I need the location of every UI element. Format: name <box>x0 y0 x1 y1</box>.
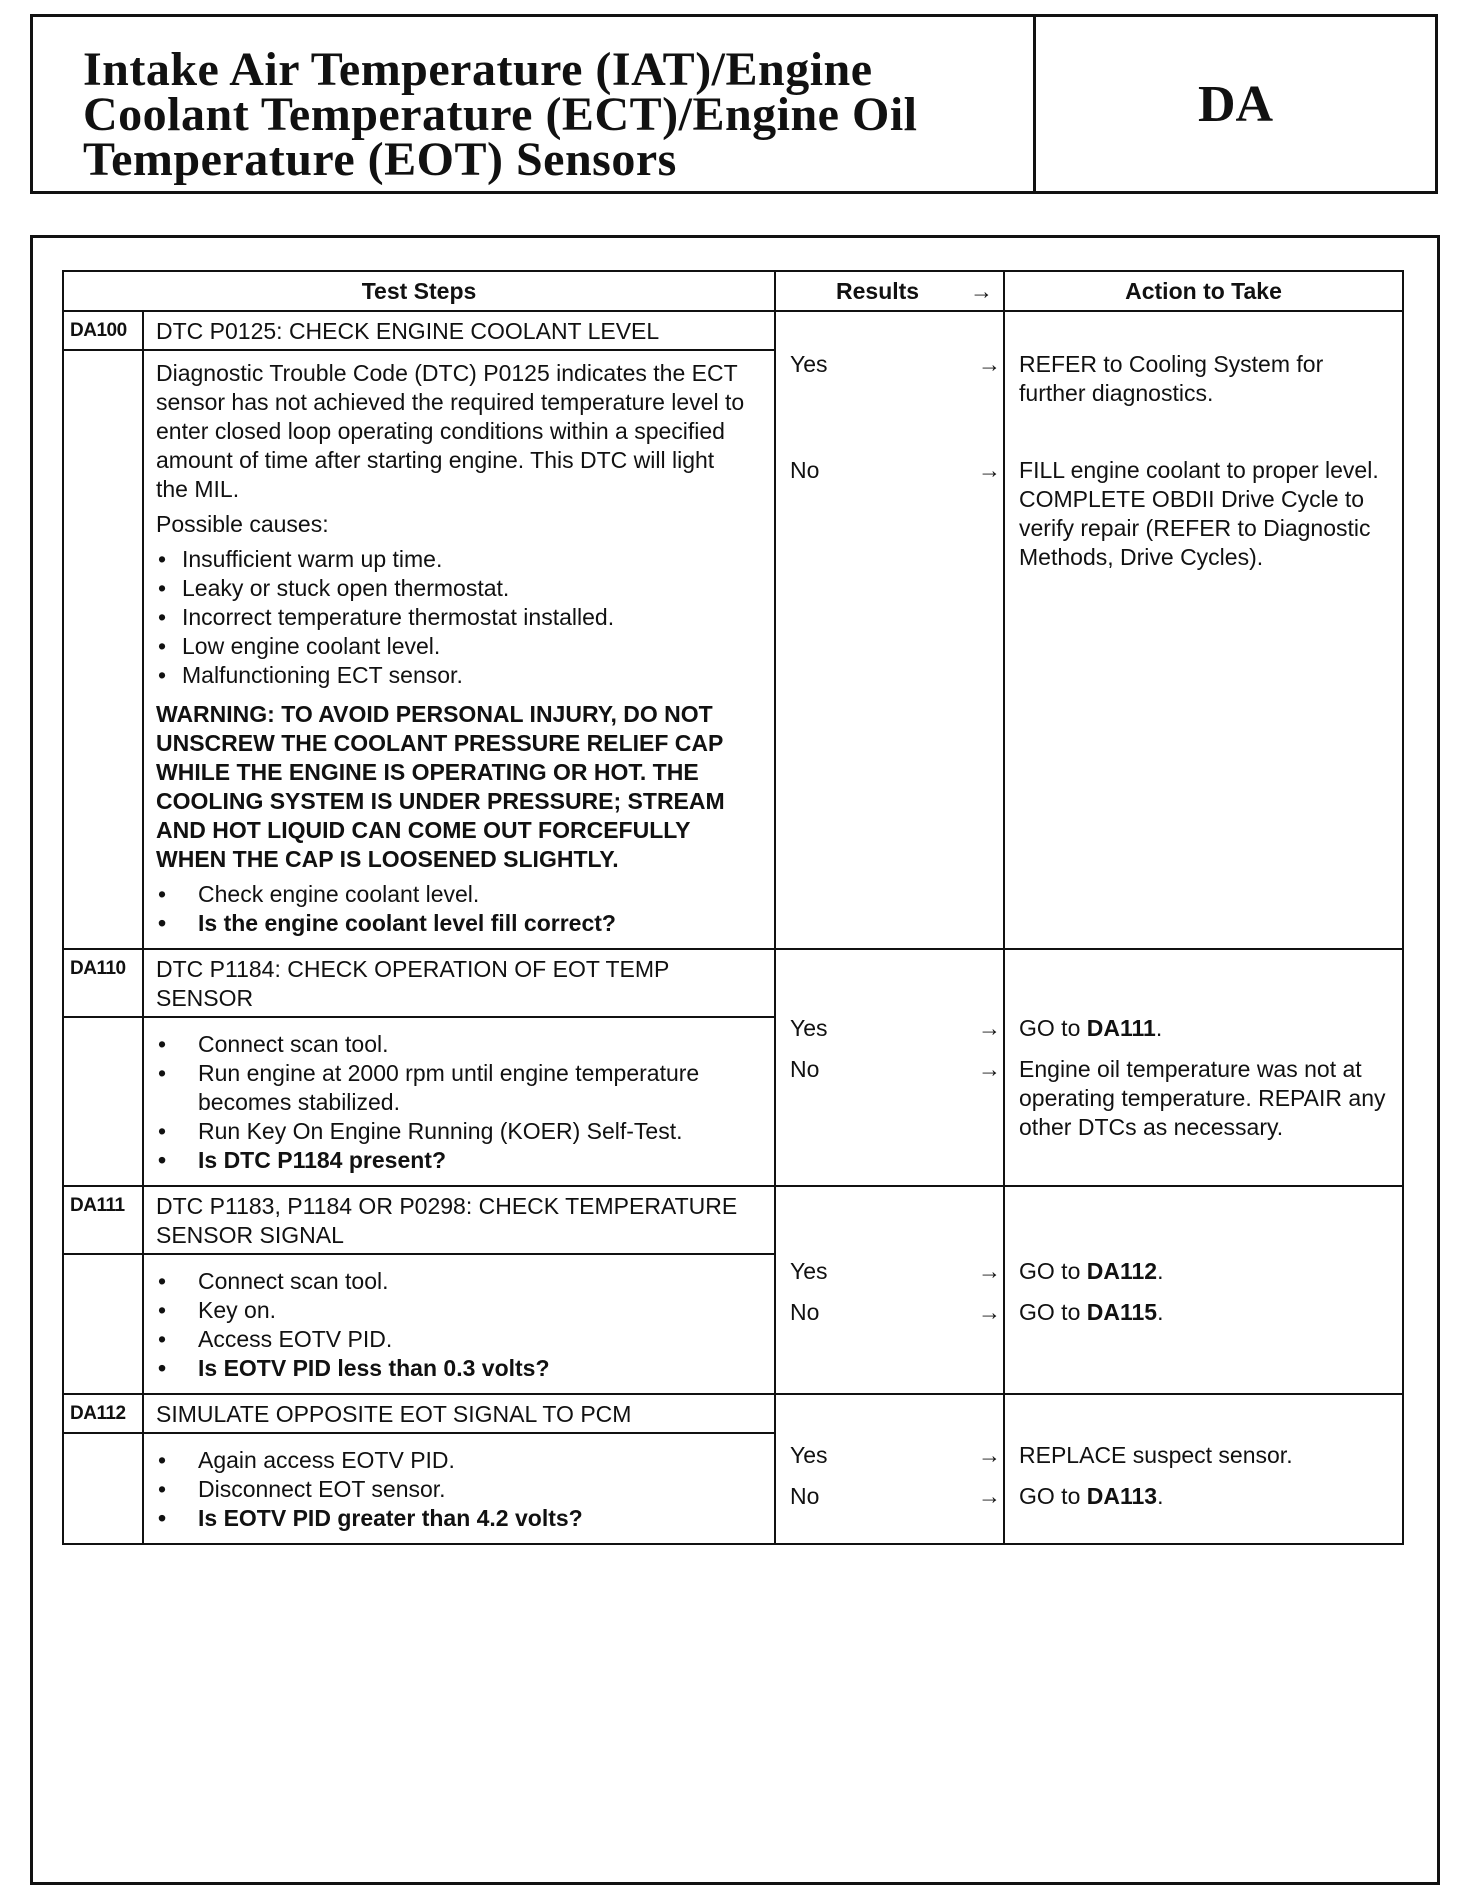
action-yes: GO to DA111. <box>1019 1015 1163 1041</box>
step-id: DA100 <box>63 311 143 350</box>
result-no: No → <box>790 457 1002 483</box>
column-header-results <box>775 271 1004 311</box>
arrow-right-icon: → <box>978 351 1002 377</box>
action-yes: GO to DA112. <box>1019 1258 1164 1284</box>
action-cell <box>1004 311 1403 949</box>
step-id-spacer <box>63 350 143 949</box>
step-question: • Is EOTV PID less than 0.3 volts? <box>156 1354 750 1383</box>
check-list <box>156 880 750 938</box>
list-item: • Low engine coolant level. <box>156 632 750 661</box>
warning-text: WARNING: TO AVOID PERSONAL INJURY, DO NOT UNSCREW THE COOLANT PRESSURE RELIEF CAP WHILE THE ENGINE IS OPERATING OR HOT. THE COOLING SYSTEM IS UNDER PRESSURE; STREAM AND HOT LIQUID CAN COME OUT FORCEFULLY WHEN THE CAP IS LOOSENED SLIGHTLY. <box>156 701 725 872</box>
action-yes: REFER to Cooling System for further diagnostics. <box>1019 351 1324 406</box>
arrow-right-icon: → <box>978 1258 1002 1284</box>
list-item: • Insufficient warm up time. <box>156 545 750 574</box>
column-header-action: Action to Take <box>1004 271 1403 311</box>
action-cell <box>1004 1394 1403 1544</box>
arrow-right-icon: → <box>978 1056 1002 1082</box>
list-item: • Again access EOTV PID. <box>156 1446 750 1475</box>
step-title-row <box>63 311 1403 350</box>
action-no: GO to DA113. <box>1019 1483 1164 1509</box>
results-header-label: Results <box>836 277 920 304</box>
result-yes: Yes → <box>790 1258 1002 1284</box>
arrow-right-icon: → <box>978 457 1002 483</box>
action-no: FILL engine coolant to proper level. COMPLETE OBDII Drive Cycle to verify repair (REFER to Diagnostic Methods, Drive Cycles). <box>1019 457 1379 570</box>
step-title-row <box>63 949 1403 1017</box>
result-no: No → <box>790 1483 1002 1509</box>
step-id-spacer <box>63 1254 143 1394</box>
section-code: DA <box>1197 75 1274 133</box>
list-item: • Check engine coolant level. <box>156 880 750 909</box>
step-id: DA110 <box>63 949 143 1017</box>
action-cell <box>1004 1186 1403 1394</box>
results-cell <box>775 311 1004 949</box>
step-id: DA111 <box>63 1186 143 1254</box>
result-yes: Yes → <box>790 1442 1002 1468</box>
step-question: • Is EOTV PID greater than 4.2 volts? <box>156 1504 750 1533</box>
results-cell <box>775 949 1004 1186</box>
page-title: Intake Air Temperature (IAT)/Engine Coolant Temperature (ECT)/Engine Oil Temperature (EOT) Sensors <box>83 43 918 186</box>
list-item: • Malfunctioning ECT sensor. <box>156 661 750 690</box>
step-title-row <box>63 1394 1403 1433</box>
result-yes: Yes → <box>790 351 1002 377</box>
header-box <box>30 14 1438 194</box>
step-title: DTC P1184: CHECK OPERATION OF EOT TEMP SENSOR <box>143 949 775 1017</box>
step-title: SIMULATE OPPOSITE EOT SIGNAL TO PCM <box>143 1394 775 1433</box>
arrow-right-icon: → <box>970 277 994 304</box>
list-item: • Access EOTV PID. <box>156 1325 750 1354</box>
step-question: • Is the engine coolant level fill correct? <box>156 909 750 938</box>
column-header-test-steps: Test Steps <box>63 271 775 311</box>
list-item: • Leaky or stuck open thermostat. <box>156 574 750 603</box>
table-header-row <box>63 271 1403 311</box>
list-item: • Connect scan tool. <box>156 1030 750 1059</box>
list-item: • Key on. <box>156 1296 750 1325</box>
list-item: • Connect scan tool. <box>156 1267 750 1296</box>
step-title: DTC P1183, P1184 OR P0298: CHECK TEMPERATURE SENSOR SIGNAL <box>143 1186 775 1254</box>
step-question: • Is DTC P1184 present? <box>156 1146 750 1175</box>
list-item: • Disconnect EOT sensor. <box>156 1475 750 1504</box>
action-no: GO to DA115. <box>1019 1299 1164 1325</box>
step-list <box>156 1446 750 1533</box>
step-list <box>156 1030 750 1175</box>
step-body <box>143 1433 775 1544</box>
list-item: • Run Key On Engine Running (KOER) Self-Test. <box>156 1117 750 1146</box>
result-yes: Yes → <box>790 1015 1002 1041</box>
result-no: No → <box>790 1299 1002 1325</box>
causes-list <box>156 545 750 690</box>
step-body <box>143 1254 775 1394</box>
list-item: • Incorrect temperature thermostat installed. <box>156 603 750 632</box>
action-cell <box>1004 949 1403 1186</box>
step-id: DA112 <box>63 1394 143 1433</box>
possible-causes-label: Possible causes: <box>156 511 329 537</box>
step-title: DTC P0125: CHECK ENGINE COOLANT LEVEL <box>143 311 775 350</box>
arrow-right-icon: → <box>978 1299 1002 1325</box>
arrow-right-icon: → <box>978 1442 1002 1468</box>
results-cell <box>775 1186 1004 1394</box>
result-no: No → <box>790 1056 1002 1082</box>
action-no: Engine oil temperature was not at operating temperature. REPAIR any other DTCs as necessary. <box>1019 1056 1386 1140</box>
action-yes: REPLACE suspect sensor. <box>1019 1442 1293 1468</box>
diagnostic-table <box>62 270 1404 1545</box>
step-id-spacer <box>63 1017 143 1186</box>
step-id-spacer <box>63 1433 143 1544</box>
step-title-row <box>63 1186 1403 1254</box>
list-item: • Run engine at 2000 rpm until engine temperature becomes stabilized. <box>156 1059 750 1117</box>
step-body <box>143 1017 775 1186</box>
arrow-right-icon: → <box>978 1015 1002 1041</box>
step-body <box>143 350 775 949</box>
step-description: Diagnostic Trouble Code (DTC) P0125 indicates the ECT sensor has not achieved the required temperature level to enter closed loop operating conditions within a specified amount of time after starting engine. This DTC will light the MIL. <box>156 360 745 502</box>
step-list <box>156 1267 750 1383</box>
arrow-right-icon: → <box>978 1483 1002 1509</box>
results-cell <box>775 1394 1004 1544</box>
